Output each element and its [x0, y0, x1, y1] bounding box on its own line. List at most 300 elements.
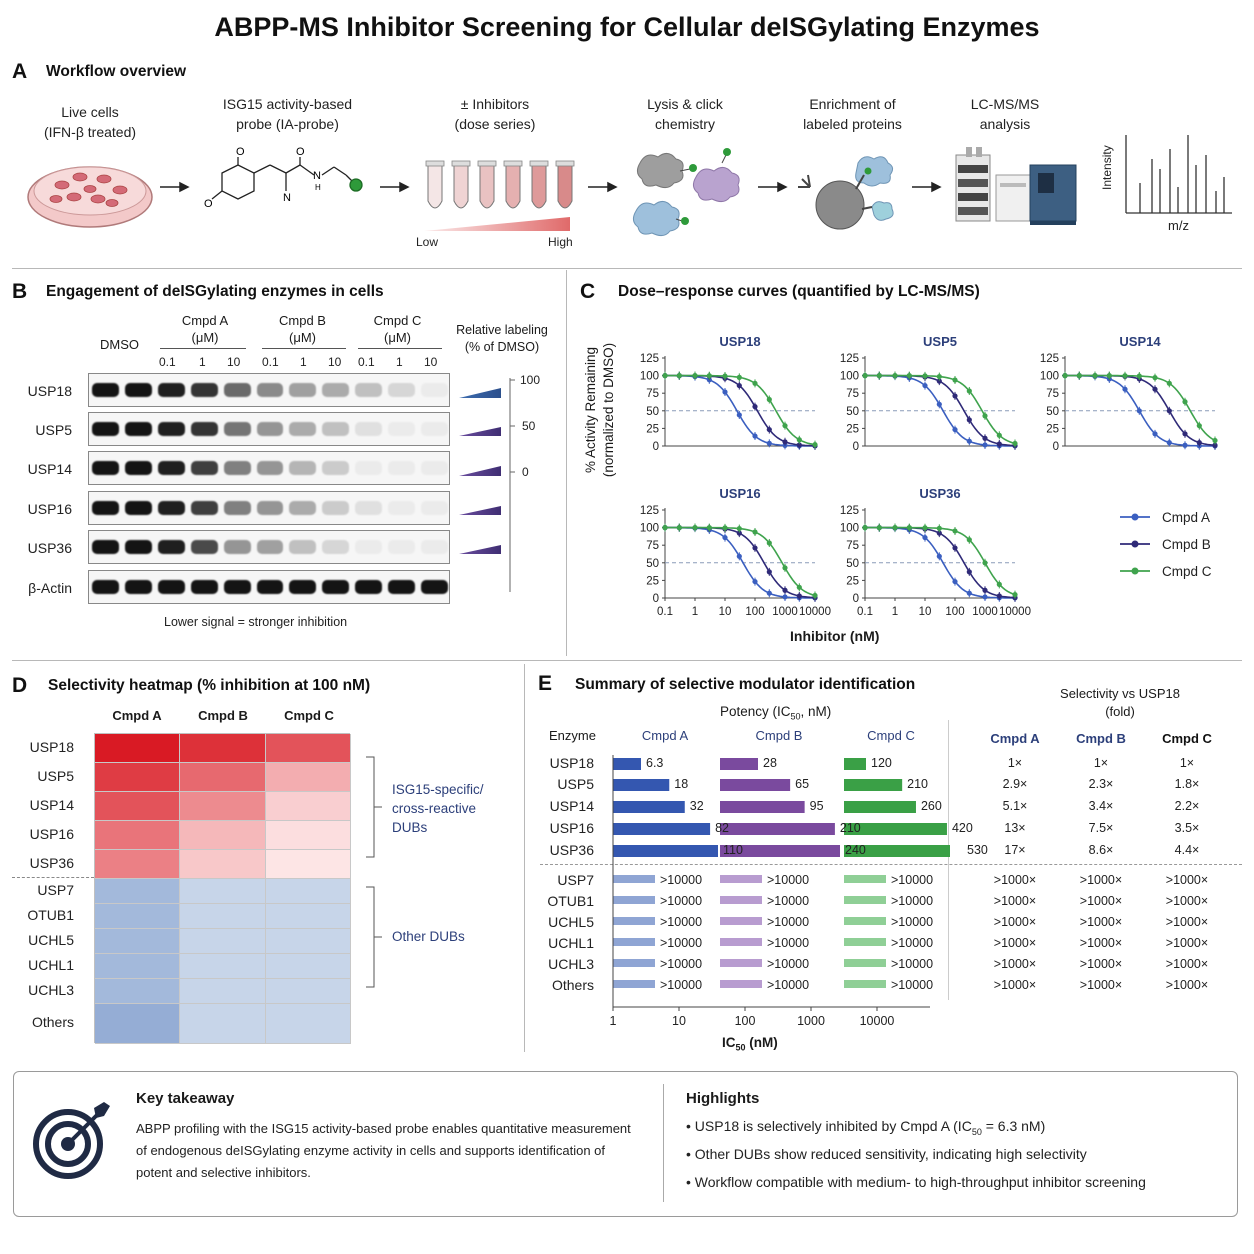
dose-c3: 10 — [424, 355, 438, 369]
y-tick-label: 125 — [1039, 353, 1059, 365]
fold-value: >1000× — [993, 915, 1037, 929]
ic50-bar — [720, 896, 762, 904]
heatmap-cell — [180, 979, 265, 1004]
ic50-value: >10000 — [891, 873, 934, 887]
ic50-value: >10000 — [891, 894, 934, 908]
data-point — [997, 441, 1002, 446]
ic50-bar — [613, 758, 641, 770]
group-b-header — [255, 312, 350, 346]
chart-title: USP18 — [719, 334, 761, 349]
ic50-value: 210 — [839, 821, 861, 835]
potency-title-sub: 50 — [790, 711, 801, 722]
ic50-bar — [613, 959, 655, 967]
potency-title-main: Potency (IC — [720, 704, 791, 719]
fold-value: >1000× — [1165, 873, 1209, 887]
fold-value: 13× — [1004, 821, 1026, 835]
ic50-value: >10000 — [891, 978, 934, 992]
y-tick-label: 25 — [646, 575, 659, 588]
group1-label-2: cross-reactive — [392, 801, 477, 816]
group-a-unit: (μM) — [191, 330, 219, 345]
blot-band — [224, 461, 251, 475]
data-point — [1182, 443, 1187, 448]
ic50-value: 260 — [920, 799, 942, 813]
data-point — [967, 388, 972, 393]
fold-value: >1000× — [993, 936, 1037, 950]
group2-label: Other DUBs — [392, 929, 465, 944]
takeaway-line2: of endogenous deISGylating enzyme activity in cells and supports identification of — [136, 1143, 605, 1158]
ic50-tick-label: 1000 — [797, 1014, 825, 1028]
heatmap-cell — [95, 850, 180, 879]
enrichment-bead-icon — [798, 157, 893, 229]
highlight-1 — [686, 1118, 1045, 1137]
legend-marker — [1132, 541, 1139, 548]
data-point — [1152, 387, 1157, 392]
x-tick-label: 1 — [691, 606, 699, 618]
step-enrichment — [785, 94, 920, 134]
panel-b-title: Engagement of deISGylating enzymes in cells — [46, 283, 384, 300]
bullet-icon: • — [686, 1174, 691, 1190]
fold-value: >1000× — [993, 894, 1037, 908]
dose-high-label: High — [548, 235, 573, 249]
series-line-cmpd-c — [1065, 376, 1215, 441]
heatmap-cell — [95, 734, 180, 763]
hm-col-b: Cmpd B — [198, 708, 248, 723]
blot-row-usp5 — [88, 412, 450, 446]
fold-value: >1000× — [1079, 957, 1123, 971]
group-c-unit: (μM) — [384, 330, 411, 345]
ic50-value: >10000 — [891, 957, 934, 971]
heatmap-cell — [266, 879, 351, 904]
data-point — [752, 579, 757, 584]
blot-label-usp36: USP36 — [27, 540, 72, 556]
blot-band — [224, 422, 251, 436]
fold-value: >1000× — [993, 978, 1037, 992]
data-point — [737, 526, 742, 531]
lcms-instrument-icon — [956, 147, 1076, 225]
step-lcms-line1: LC-MS/MS — [970, 96, 1040, 112]
heatmap-row-label: USP5 — [37, 767, 74, 784]
heatmap-row-label: Others — [31, 1014, 74, 1030]
heatmap-cell — [95, 792, 180, 821]
data-point — [1182, 431, 1187, 436]
y-tick-label: 75 — [846, 540, 859, 553]
enzyme-label: UCHL1 — [548, 935, 594, 951]
fold-value: >1000× — [1079, 978, 1123, 992]
enzyme-label: UCHL5 — [548, 914, 594, 930]
target-icon — [30, 1098, 114, 1182]
ic50-axis-end: (nM) — [745, 1035, 778, 1050]
group-b-unit: (μM) — [289, 330, 316, 345]
ic50-value: 28 — [763, 756, 777, 770]
data-point — [982, 413, 987, 418]
step-inhibitors — [420, 94, 570, 134]
y-tick-label: 100 — [639, 370, 659, 383]
blot-band — [92, 540, 119, 554]
data-point — [752, 381, 757, 386]
legend-title-2: (% of DMSO) — [464, 340, 540, 354]
fold-value: 2.2× — [1174, 799, 1200, 813]
group1-label — [392, 780, 484, 837]
y-tick-label: 125 — [839, 505, 859, 517]
blot-band — [355, 501, 382, 515]
e-col-a: Cmpd A — [641, 728, 689, 743]
data-point — [662, 525, 667, 530]
heatmap-row-label: OTUB1 — [27, 906, 74, 923]
heatmap-cell — [180, 954, 265, 979]
data-point — [892, 525, 897, 530]
data-point — [1012, 592, 1017, 597]
heatmap-cell — [95, 979, 180, 1004]
data-point — [1197, 423, 1202, 428]
blot-band — [322, 461, 349, 475]
fold-col-a: Cmpd A — [990, 731, 1040, 746]
ic50-value: 120 — [871, 756, 892, 770]
y-tick-label: 125 — [839, 353, 859, 365]
dmso-label: DMSO — [100, 337, 139, 352]
panel-b-letter: B — [12, 280, 28, 303]
y-tick-label: 50 — [646, 557, 659, 570]
highlight-1-main: USP18 is selectively inhibited by Cmpd A (IC — [694, 1118, 972, 1134]
ic50-bar — [613, 938, 655, 946]
blot-band — [191, 422, 218, 436]
ic50-bar — [720, 980, 762, 988]
takeaway-divider — [663, 1084, 664, 1202]
data-point — [922, 535, 927, 540]
struct-n2: N — [313, 170, 321, 182]
ic50-bar — [844, 917, 886, 925]
group-a-name: Cmpd A — [181, 313, 229, 328]
selectivity-heatmap — [94, 733, 350, 1043]
ic50-bar — [720, 758, 758, 770]
panel-a-title: Workflow overview — [46, 63, 187, 80]
step-lysis-line2: chemistry — [655, 116, 715, 132]
data-point — [907, 373, 912, 378]
data-point — [997, 593, 1002, 598]
blot-band — [92, 383, 119, 397]
legend-title — [452, 322, 552, 356]
ic50-value: 210 — [907, 777, 929, 791]
panel-a-letter: A — [12, 60, 28, 83]
highlights-title: Highlights — [686, 1090, 760, 1107]
heatmap-cell — [266, 821, 351, 850]
legend-tick-50: 50 — [522, 419, 536, 433]
ic50-value: >10000 — [767, 957, 810, 971]
data-point — [982, 560, 987, 565]
panel-c-title: Dose–response curves (quantified by LC-MS/MS) — [618, 283, 980, 300]
data-point — [767, 540, 772, 545]
y-tick-label: 50 — [1046, 405, 1059, 418]
page-title: ABPP-MS Inhibitor Screening for Cellular deISGylating Enzymes — [214, 12, 1040, 42]
panel-d-title: Selectivity heatmap (% inhibition at 100 nM) — [48, 677, 371, 694]
data-point — [677, 373, 682, 378]
blot-band — [191, 580, 218, 594]
fold-value: >1000× — [1079, 936, 1123, 950]
fold-value: >1000× — [993, 957, 1037, 971]
data-point — [1137, 373, 1142, 378]
blot-band — [125, 580, 152, 594]
legend-label: Cmpd A — [1162, 510, 1211, 525]
y-tick-label: 25 — [1046, 423, 1059, 436]
blot-band — [388, 580, 415, 594]
divider-a — [12, 268, 1242, 269]
y-tick-label: 0 — [652, 441, 659, 453]
blot-band — [289, 580, 316, 594]
data-point — [922, 525, 927, 530]
x-tick-label: 100 — [745, 606, 765, 618]
blot-band — [289, 461, 316, 475]
blot-band — [158, 422, 185, 436]
blot-band — [421, 383, 448, 397]
legend-marker — [1132, 514, 1139, 521]
heatmap-cell — [180, 792, 265, 821]
labeling-legend-icon — [455, 370, 520, 600]
enzyme-label: UCHL3 — [548, 956, 594, 972]
heatmap-cell — [180, 1004, 265, 1044]
panel-e-letter: E — [538, 672, 553, 695]
ic50-value: >10000 — [767, 936, 810, 950]
panel-c-xlabel: Inhibitor (nM) — [790, 628, 880, 644]
blot-label-usp16: USP16 — [27, 501, 72, 517]
group1-label-1: ISG15-specific/ — [392, 782, 484, 797]
data-point — [967, 417, 972, 422]
ic50-bar — [613, 896, 655, 904]
ic50-value: 240 — [845, 843, 866, 857]
enzyme-label: OTUB1 — [547, 893, 594, 909]
group-c-name: Cmpd C — [373, 313, 422, 328]
fold-value: 2.3× — [1088, 777, 1114, 791]
blot-band — [257, 383, 284, 397]
heatmap-cell — [180, 850, 265, 879]
blot-band — [355, 580, 382, 594]
heatmap-row-label: UCHL5 — [28, 931, 74, 948]
fold-value: 3.5× — [1174, 821, 1200, 835]
data-point — [937, 374, 942, 379]
ic50-bar — [720, 779, 790, 791]
blot-row-usp14 — [88, 451, 450, 485]
heatmap-cell — [180, 763, 265, 792]
blot-band — [257, 580, 284, 594]
blot-band — [388, 383, 415, 397]
blot-band — [355, 383, 382, 397]
ic50-value: 530 — [967, 843, 988, 857]
data-point — [877, 525, 882, 530]
data-point — [967, 591, 972, 596]
ic50-value: >10000 — [660, 915, 703, 929]
heatmap-cell — [266, 734, 351, 763]
ic50-value: >10000 — [660, 936, 703, 950]
data-point — [952, 579, 957, 584]
data-point — [1152, 431, 1157, 436]
data-point — [797, 585, 802, 590]
ic50-value: >10000 — [660, 978, 703, 992]
data-point — [782, 588, 787, 593]
data-point — [737, 412, 742, 417]
highlight-2 — [686, 1146, 1087, 1162]
e-col-b: Cmpd B — [755, 728, 803, 743]
y-tick-label: 75 — [1046, 388, 1059, 401]
data-point — [737, 554, 742, 559]
takeaway-box — [13, 1071, 1238, 1217]
data-point — [707, 525, 712, 530]
blot-row-usp36 — [88, 530, 450, 564]
struct-o3: O — [296, 146, 305, 158]
ic50-value: >10000 — [767, 915, 810, 929]
enzyme-label: USP7 — [557, 872, 594, 888]
blot-band — [125, 422, 152, 436]
step-live-cells-line2: (IFN-β treated) — [43, 124, 137, 140]
series-line-cmpd-c — [865, 376, 1015, 444]
fold-value: 1× — [1007, 756, 1023, 770]
tubes-icon — [424, 161, 574, 231]
dose-a1: 0.1 — [159, 355, 176, 369]
dose-c1: 0.1 — [358, 355, 375, 369]
legend-label: Cmpd C — [1162, 564, 1212, 579]
struct-h: H — [315, 183, 321, 192]
data-point — [922, 373, 927, 378]
group1-label-3: DUBs — [392, 820, 428, 835]
ic50-axis-main: IC — [722, 1035, 736, 1050]
blot-band — [257, 501, 284, 515]
blot-band — [322, 422, 349, 436]
fold-value: >1000× — [1165, 957, 1209, 971]
blot-row-usp16 — [88, 491, 450, 525]
enzyme-label: USP5 — [557, 776, 594, 792]
blot-band — [388, 540, 415, 554]
fold-value: 5.1× — [1002, 799, 1028, 813]
struct-o1: O — [236, 146, 245, 158]
panel-c-letter: C — [580, 280, 596, 303]
highlight-3 — [686, 1174, 1146, 1190]
group-b-rule — [262, 348, 346, 349]
takeaway-title: Key takeaway — [136, 1090, 235, 1107]
y-tick-label: 25 — [846, 575, 859, 588]
data-point — [967, 439, 972, 444]
legend-tick-100: 100 — [520, 373, 541, 387]
ic50-bar — [844, 779, 902, 791]
y-tick-label: 50 — [846, 557, 859, 570]
blot-row-actin — [88, 570, 450, 604]
divider-de — [524, 664, 525, 1052]
data-point — [812, 593, 817, 598]
step-enrichment-line1: Enrichment of — [809, 96, 896, 112]
blot-label-actin: β-Actin — [28, 580, 72, 596]
blot-band — [289, 501, 316, 515]
ic50-value: 6.3 — [646, 756, 664, 770]
ic50-value: >10000 — [767, 873, 810, 887]
fold-value: >1000× — [1079, 873, 1123, 887]
ic50-bar — [720, 801, 805, 813]
blot-band — [158, 580, 185, 594]
data-point — [767, 397, 772, 402]
ic50-value: >10000 — [660, 957, 703, 971]
blot-band — [289, 422, 316, 436]
data-point — [937, 554, 942, 559]
blot-band — [388, 501, 415, 515]
data-point — [782, 594, 787, 599]
x-tick-label: 10 — [718, 606, 732, 618]
heatmap-cell — [266, 763, 351, 792]
chart-title: USP5 — [923, 334, 957, 349]
protein-clouds-icon — [633, 148, 739, 236]
data-point — [812, 442, 817, 447]
blot-band — [158, 540, 185, 554]
ic50-bar — [720, 959, 762, 967]
data-point — [692, 525, 697, 530]
heatmap-cell — [95, 879, 180, 904]
enzyme-label: USP14 — [549, 798, 594, 814]
data-point — [1182, 399, 1187, 404]
dose-c2: 1 — [396, 355, 403, 369]
data-point — [722, 535, 727, 540]
dose-b1: 0.1 — [262, 355, 279, 369]
struct-o2: O — [204, 198, 213, 210]
blot-band — [125, 383, 152, 397]
ic50-value: 95 — [809, 799, 824, 813]
heatmap-cell — [266, 1004, 351, 1044]
blot-band — [191, 540, 218, 554]
data-point — [937, 526, 942, 531]
data-point — [967, 569, 972, 574]
ic50-tick-label: 10000 — [859, 1014, 895, 1028]
heatmap-cell — [95, 1004, 180, 1044]
series-line-cmpd-c — [665, 528, 815, 596]
chart-title: USP14 — [1119, 334, 1161, 349]
data-point — [1077, 373, 1082, 378]
blot-band — [257, 540, 284, 554]
x-tick-label: 0.1 — [857, 606, 873, 618]
y-tick-label: 125 — [639, 505, 659, 517]
ic50-bar — [720, 875, 762, 883]
data-point — [862, 373, 867, 378]
data-point — [782, 423, 787, 428]
ic50-bar — [613, 779, 669, 791]
blot-band — [421, 501, 448, 515]
group-a-rule — [160, 348, 246, 349]
step-lcms-line2: analysis — [979, 116, 1031, 132]
blot-band — [289, 540, 316, 554]
step-probe — [205, 94, 370, 134]
x-tick-label: 1000 — [772, 606, 798, 618]
ic50-bar — [720, 917, 762, 925]
data-point — [937, 402, 942, 407]
legend-marker — [1132, 568, 1139, 575]
heatmap-cell — [180, 821, 265, 850]
y-tick-label: 0 — [852, 441, 859, 453]
panel-e-title: Summary of selective modulator identification — [575, 676, 916, 693]
data-point — [1122, 387, 1127, 392]
highlight-2-text: Other DUBs show reduced sensitivity, indicating high selectivity — [694, 1146, 1087, 1162]
fold-value: 3.4× — [1088, 799, 1114, 813]
heatmap-cell — [266, 954, 351, 979]
ic50-bar — [720, 823, 835, 835]
x-tick-label: 10000 — [999, 606, 1031, 618]
blot-band — [322, 540, 349, 554]
y-tick-label: 100 — [839, 370, 859, 383]
ic50-bar — [844, 875, 886, 883]
heatmap-cell — [266, 792, 351, 821]
chart-title: USP16 — [719, 486, 761, 501]
data-point — [1092, 373, 1097, 378]
hm-col-c: Cmpd C — [284, 708, 334, 723]
data-point — [907, 525, 912, 530]
ic50-bar — [844, 758, 866, 770]
fold-value: 4.4× — [1174, 843, 1200, 857]
heatmap-cell — [95, 929, 180, 954]
data-point — [1212, 438, 1217, 443]
blot-band — [125, 501, 152, 515]
highlight-3-text: Workflow compatible with medium- to high-throughput inhibitor screening — [694, 1174, 1146, 1190]
blot-band — [257, 422, 284, 436]
